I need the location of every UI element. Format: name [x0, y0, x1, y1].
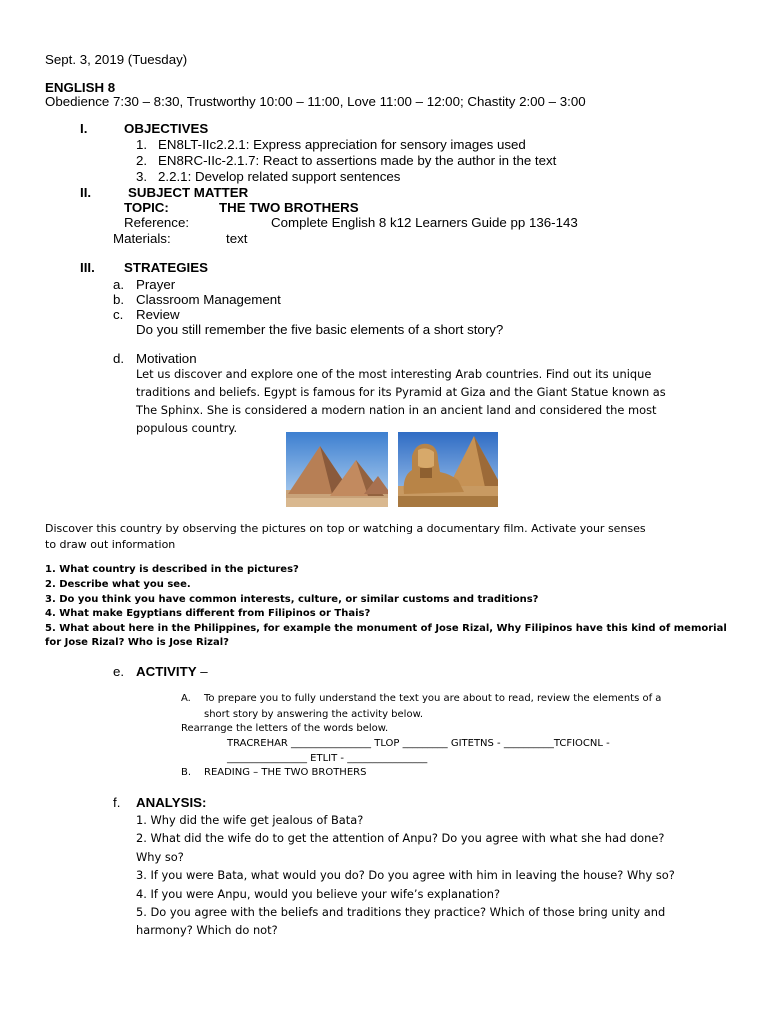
discover-text-line: Discover this country by observing the pictures on top or watching a documentary film. Activate your senses — [45, 522, 646, 535]
strategy-item: Review — [136, 307, 180, 322]
objective-item: EN8RC-IIc-2.1.7: React to assertions made by the author in the text — [158, 153, 557, 168]
rearrange-instruction: Rearrange the letters of the words below. — [181, 723, 389, 734]
discover-question: 1. What country is described in the pictures? — [45, 564, 299, 575]
topic-label: TOPIC: — [124, 200, 169, 215]
motivation-label: Motivation — [136, 351, 197, 366]
objective-item: EN8LT-IIc2.2.1: Express appreciation for sensory images used — [158, 137, 526, 152]
activity-label: ACTIVITY — [136, 664, 197, 679]
objective-number: 3. — [136, 169, 148, 184]
objective-item: 2.2.1: Develop related support sentences — [158, 169, 401, 184]
analysis-question-line: 4. If you were Anpu, would you believe your wife’s explanation? — [136, 887, 501, 901]
strategy-letter: a. — [113, 277, 125, 292]
analysis-question-line: Why so? — [136, 850, 184, 864]
motivation-text-line: Let us discover and explore one of the most interesting Arab countries. Find out its unique — [136, 367, 652, 381]
subject-title: ENGLISH 8 — [45, 80, 116, 95]
discover-text-line: to draw out information — [45, 538, 176, 551]
activity-heading — [136, 664, 208, 680]
motivation-text-line: The Sphinx. She is considered a modern nation in an ancient land and considered the most — [136, 403, 657, 417]
scrambled-words-line: ________________ ETLIT - ________________ — [227, 753, 428, 764]
objective-number: 1. — [136, 137, 148, 152]
discover-question: 3. Do you think you have common interests, culture, or similar customs and traditions? — [45, 594, 539, 605]
lesson-date: Sept. 3, 2019 (Tuesday) — [45, 52, 188, 67]
review-question: Do you still remember the five basic elements of a short story? — [136, 322, 504, 337]
analysis-question-line: 5. Do you agree with the beliefs and traditions they practice? Which of those bring unity and — [136, 905, 666, 919]
motivation-letter: d. — [113, 351, 125, 366]
activity-dash: – — [200, 664, 208, 679]
pyramids-photo — [286, 432, 388, 507]
sphinx-photo — [398, 432, 498, 507]
reference-value: Complete English 8 k12 Learners Guide pp 136-143 — [271, 215, 578, 230]
discover-question: 4. What make Egyptians different from Filipinos or Thais? — [45, 608, 371, 619]
strategy-item: Prayer — [136, 277, 176, 292]
discover-question: 5. What about here in the Philippines, for example the monument of Jose Rizal, Why Filipinos have this kind of memorial — [45, 623, 727, 634]
reference-label: Reference: — [124, 215, 190, 230]
objectives-numeral: I. — [80, 121, 88, 136]
strategies-heading: STRATEGIES — [124, 260, 208, 275]
analysis-letter: f. — [113, 795, 121, 810]
analysis-question-line: harmony? Which do not? — [136, 923, 278, 937]
discover-question: 2. Describe what you see. — [45, 579, 191, 590]
activity-letter: e. — [113, 664, 125, 679]
discover-question: for Jose Rizal? Who is Jose Rizal? — [45, 637, 229, 648]
topic-value: THE TWO BROTHERS — [219, 200, 359, 215]
subject-matter-numeral: II. — [80, 185, 92, 200]
analysis-question-line: 3. If you were Bata, what would you do? Do you agree with him in leaving the house? Why so? — [136, 868, 675, 882]
activity-a-text: short story by answering the activity below. — [204, 709, 424, 720]
materials-value: text — [226, 231, 248, 246]
activity-b-text: READING – THE TWO BROTHERS — [204, 767, 367, 778]
analysis-heading: ANALYSIS: — [136, 795, 207, 810]
strategy-letter: b. — [113, 292, 125, 307]
strategy-item: Classroom Management — [136, 292, 281, 307]
motivation-text-line: traditions and beliefs. Egypt is famous for its Pyramid at Giza and the Giant Statue known as — [136, 385, 666, 399]
strategies-numeral: III. — [80, 260, 95, 275]
scrambled-words-line: TRACREHAR ________________ TLOP _________ GITETNS - __________TCFIOCNL - — [227, 738, 610, 749]
materials-label: Materials: — [113, 231, 171, 246]
objectives-heading: OBJECTIVES — [124, 121, 209, 136]
subject-matter-heading: SUBJECT MATTER — [128, 185, 249, 200]
analysis-question-line: 1. Why did the wife get jealous of Bata? — [136, 813, 364, 827]
objective-number: 2. — [136, 153, 148, 168]
activity-b-letter: B. — [181, 767, 192, 778]
activity-a-text: To prepare you to fully understand the text you are about to read, review the elements of a — [204, 693, 662, 704]
analysis-question-line: 2. What did the wife do to get the attention of Anpu? Do you agree with what she had done? — [136, 831, 665, 845]
activity-a-letter: A. — [181, 693, 191, 704]
motivation-text-line: populous country. — [136, 421, 238, 435]
strategy-letter: c. — [113, 307, 124, 322]
class-schedule: Obedience 7:30 – 8:30, Trustworthy 10:00 – 11:00, Love 11:00 – 12:00; Chastity 2:00 – 3:00 — [45, 94, 586, 109]
